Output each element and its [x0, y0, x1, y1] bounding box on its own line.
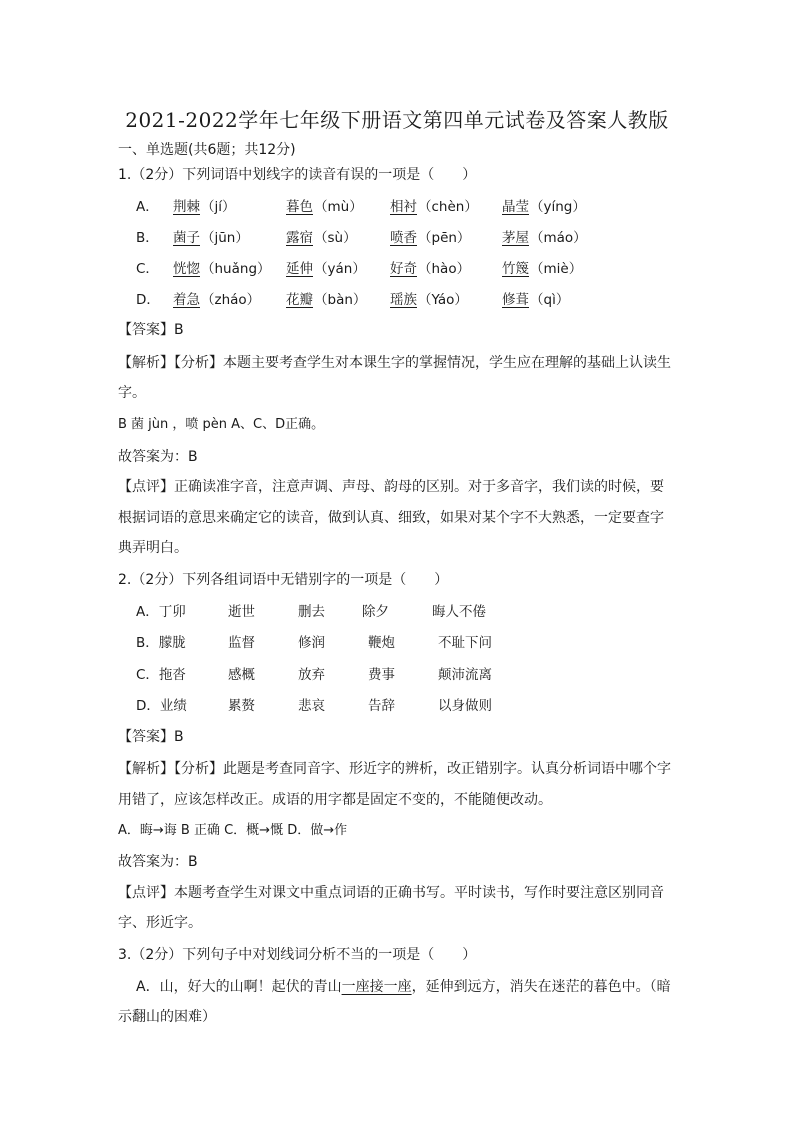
q2-option-a-word5: 晦人不倦	[432, 604, 486, 620]
q2-option-b-word2: 监督	[228, 635, 255, 651]
q2-analysis-line2: 用错了，应该怎样改正。成语的用字都是固定不变的，不能随便改动。	[118, 792, 552, 808]
q1-option-b-letter: B．	[136, 230, 159, 246]
q2-option-b-word1: B．朦胧	[136, 635, 186, 651]
q1-option-c-word3: 好奇	[390, 261, 417, 277]
q1-option-b-word3: 喷香	[390, 230, 417, 246]
q1-option-b-pinyin3: （pēn）	[418, 230, 471, 246]
q2-option-b-word4: 鞭炮	[368, 635, 395, 651]
q2-option-b-word3: 修润	[298, 635, 325, 651]
q1-option-a-pinyin1: （jí）	[201, 199, 236, 215]
q1-option-b-word2: 露宿	[286, 230, 313, 246]
q2-stem: 2.（2分）下列各组词语中无错别字的一项是（ ）	[118, 572, 449, 588]
q1-option-a-letter: A．	[136, 199, 159, 215]
q1-option-d-pinyin4: （qì）	[530, 292, 570, 308]
q1-option-c-word4: 竹篾	[502, 261, 529, 277]
q1-option-d-word2: 花瓣	[286, 292, 313, 308]
q1-option-b-pinyin4: （máo）	[530, 230, 587, 246]
q1-option-b-pinyin2: （sù）	[314, 230, 357, 246]
q1-option-c-letter: C．	[136, 261, 159, 277]
q1-option-b-word4: 茅屋	[502, 230, 529, 246]
q1-option-a-pinyin4: （yíng）	[530, 199, 586, 215]
q3-option-a	[136, 977, 671, 997]
q3-option-a-pre: A．山，好大的山啊！起伏的青山	[136, 979, 342, 995]
page-title: 2021-2022学年七年级下册语文第四单元试卷及答案人教版	[125, 108, 669, 132]
q1-comment-line1: 【点评】正确读准字音，注意声调、声母、韵母的区别。对于多音字，我们读的时候，要	[118, 479, 664, 495]
q3-option-a-continuation: 示翻山的困难）	[118, 1009, 216, 1025]
q1-analysis-line1: 【解析】【分析】本题主要考查学生对本课生字的掌握情况，学生应在理解的基础上认读生	[118, 355, 671, 371]
q1-analysis-line3: B 菌 jùn ，喷 pèn A、C、D正确。	[118, 417, 325, 432]
q1-option-a-word4: 晶莹	[502, 199, 529, 215]
q1-option-a-word3: 相衬	[390, 199, 417, 215]
q2-option-a-word4: 除夕	[362, 604, 389, 620]
q2-option-d-word5: 以身做则	[438, 698, 492, 714]
q1-comment-line2: 根据词语的意思来确定它的读音，做到认真、细致，如果对某个字不大熟悉，一定要查字	[118, 510, 664, 526]
q1-option-d-word3: 瑶族	[390, 292, 417, 308]
q2-option-c-word4: 费事	[368, 667, 395, 683]
q1-analysis-line2: 字。	[118, 385, 146, 401]
q1-option-a-pinyin2: （mù）	[314, 199, 363, 215]
q1-option-d-word4: 修葺	[502, 292, 529, 308]
q1-comment-line3: 典弄明白。	[118, 540, 188, 556]
q1-option-c-word2: 延伸	[286, 261, 313, 277]
q2-conclusion: 故答案为：B	[118, 854, 198, 870]
q3-option-a-underlined: 一座接一座	[341, 979, 412, 995]
section-heading: 一、单选题(共6题；共12分)	[118, 142, 296, 158]
q2-option-d-word4: 告辞	[368, 698, 395, 714]
q1-stem: 1.（2分）下列词语中划线字的读音有误的一项是（ ）	[118, 167, 477, 183]
q1-option-b-word1: 菌子	[173, 230, 200, 246]
q1-answer: 【答案】B	[118, 322, 184, 338]
q2-analysis-line3: A．晦→诲 B 正确 C．概→慨 D．做→作	[118, 823, 348, 838]
q1-option-c-word1: 恍惚	[173, 261, 200, 277]
q2-option-c-word3: 放弃	[298, 667, 325, 683]
q1-option-c-pinyin4: （miè）	[530, 261, 583, 277]
q2-option-c-word2: 感概	[228, 667, 255, 683]
q3-stem: 3.（2分）下列句子中对划线词分析不当的一项是（ ）	[118, 947, 477, 963]
q2-option-c-word5: 颠沛流离	[438, 667, 492, 683]
q3-option-a-post: ，延伸到远方，消失在迷茫的暮色中。（暗	[411, 979, 671, 995]
q1-option-d-pinyin2: （bàn）	[314, 292, 367, 308]
q2-option-d-word3: 悲哀	[298, 698, 325, 714]
q2-option-a-word3: 删去	[298, 604, 325, 620]
q1-option-c-pinyin3: （hào）	[418, 261, 471, 277]
q2-option-a-word1: A．丁卯	[136, 604, 186, 620]
q2-comment-line2: 字、形近字。	[118, 915, 202, 931]
q1-option-b-pinyin1: （jūn）	[201, 230, 249, 246]
q2-option-b-word5: 不耻下问	[438, 635, 492, 651]
q2-answer: 【答案】B	[118, 729, 184, 745]
q1-option-d-letter: D．	[136, 292, 160, 308]
q2-option-a-word2: 逝世	[228, 604, 255, 620]
q2-option-d-word1: D．业绩	[136, 698, 187, 714]
q1-option-d-pinyin3: （Yáo）	[418, 292, 468, 308]
q2-option-c-word1: C．拖沓	[136, 667, 186, 683]
q2-comment-line1: 【点评】本题考查学生对课文中重点词语的正确书写。平时读书，写作时要注意区别同音	[118, 885, 664, 901]
q1-option-c-pinyin1: （huǎng）	[201, 261, 271, 277]
q1-option-a-word2: 暮色	[286, 199, 313, 215]
q1-option-a-word1: 荆棘	[173, 199, 200, 215]
q1-option-d-pinyin1: （zháo）	[201, 292, 261, 308]
q1-option-c-pinyin2: （yán）	[314, 261, 366, 277]
q2-analysis-line1: 【解析】【分析】此题是考查同音字、形近字的辨析，改正错别字。认真分析词语中哪个字	[118, 761, 671, 777]
q2-option-d-word2: 累赘	[228, 698, 255, 714]
q1-option-d-word1: 着急	[173, 292, 200, 308]
q1-option-a-pinyin3: （chèn）	[418, 199, 478, 215]
q1-conclusion: 故答案为：B	[118, 449, 198, 465]
